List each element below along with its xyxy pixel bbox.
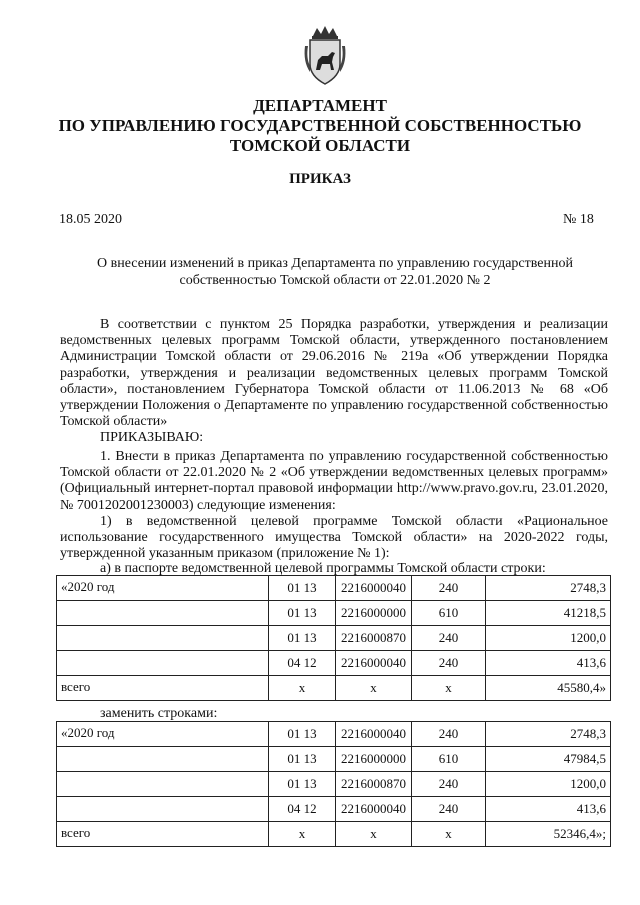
table-cell — [57, 747, 269, 772]
table-cell: 01 13 — [269, 576, 336, 601]
order-date: 18.05 2020 — [59, 212, 122, 227]
order-number: № 18 — [563, 212, 594, 227]
table-row — [57, 747, 611, 772]
table-cell: 2216000870 — [336, 772, 412, 797]
table-cell: 04 12 — [269, 797, 336, 822]
table-cell: 240 — [412, 722, 486, 747]
table-cell: 413,6 — [486, 651, 611, 676]
table-cell: х — [336, 676, 412, 701]
department-title-line1: ДЕПАРТАМЕНТ — [253, 96, 387, 115]
table-cell: 04 12 — [269, 651, 336, 676]
table-new-rows — [56, 721, 611, 847]
document-type: ПРИКАЗ — [289, 171, 351, 187]
table-cell: 2216000040 — [336, 651, 412, 676]
table-old-rows — [56, 575, 611, 701]
paragraph-order: ПРИКАЗЫВАЮ: — [100, 430, 204, 445]
table-cell: 2216000040 — [336, 722, 412, 747]
table-cell: 2216000040 — [336, 576, 412, 601]
table-cell: 610 — [412, 747, 486, 772]
table-cell: 47984,5 — [486, 747, 611, 772]
order-subject — [60, 255, 610, 289]
table-cell — [57, 797, 269, 822]
table-row — [57, 651, 611, 676]
table-cell: 240 — [412, 576, 486, 601]
paragraph-replace: заменить строками: — [100, 706, 218, 721]
table-cell: 2216000000 — [336, 747, 412, 772]
table-cell: 610 — [412, 601, 486, 626]
table-cell: 01 13 — [269, 747, 336, 772]
table-cell: х — [336, 822, 412, 847]
table-cell: 2216000000 — [336, 601, 412, 626]
table-cell: х — [269, 822, 336, 847]
table-cell: 1200,0 — [486, 772, 611, 797]
table-cell: 45580,4» — [486, 676, 611, 701]
table-cell — [57, 626, 269, 651]
subject-line2: собственностью Томской области от 22.01.2020 № 2 — [179, 273, 491, 288]
table-row — [57, 772, 611, 797]
table-cell: всего — [57, 676, 269, 701]
table-cell: 1200,0 — [486, 626, 611, 651]
table-cell: 240 — [412, 626, 486, 651]
table-row — [57, 601, 611, 626]
department-title-line2: ПО УПРАВЛЕНИЮ ГОСУДАРСТВЕННОЙ СОБСТВЕННОСТЬЮ — [58, 116, 582, 135]
table-cell: 2216000040 — [336, 797, 412, 822]
table-row — [57, 797, 611, 822]
coat-of-arms-icon — [302, 26, 348, 88]
table-row — [57, 822, 611, 847]
table-cell: х — [269, 676, 336, 701]
table-cell: всего — [57, 822, 269, 847]
table-cell: 01 13 — [269, 722, 336, 747]
table-cell: х — [412, 822, 486, 847]
table-row — [57, 576, 611, 601]
table-cell: 2748,3 — [486, 576, 611, 601]
table-row — [57, 676, 611, 701]
table-cell: х — [412, 676, 486, 701]
table-row — [57, 722, 611, 747]
table-cell: 01 13 — [269, 601, 336, 626]
table-cell: 240 — [412, 797, 486, 822]
table-cell: 2748,3 — [486, 722, 611, 747]
department-title-line3: ТОМСКОЙ ОБЛАСТИ — [229, 136, 411, 155]
table-cell — [57, 772, 269, 797]
table-row — [57, 626, 611, 651]
table-cell — [57, 601, 269, 626]
table-cell: 01 13 — [269, 626, 336, 651]
table-cell: 41218,5 — [486, 601, 611, 626]
table-cell: 240 — [412, 772, 486, 797]
table-cell — [57, 651, 269, 676]
paragraph-subitem-a: а) в паспорте ведомственной целевой программы Томской области строки: — [100, 561, 546, 576]
table-cell: 413,6 — [486, 797, 611, 822]
paragraph-basis: В соответствии с пунктом 25 Порядка разработки, утверждения и реализации ведомственных целевых программ Томской области, утвержденного постановлением Администрации Томской области от 29.06.2016 № 219а «Об утверждении Порядка разработки, утверждения и реализации ведомственных целевых программ Томской области», постановлением Губернатора Томской области от 11.06.2013 № 68 «Об утверждении Положения о Департаменте по управлению государственной собственностью Томской области» — [60, 317, 608, 430]
table-cell: «2020 год — [57, 576, 269, 601]
table-cell: 240 — [412, 651, 486, 676]
table-cell: 52346,4»; — [486, 822, 611, 847]
paragraph-item-1: 1. Внести в приказ Департамента по управлению государственной собственностью Томской области от 22.01.2020 № 2 «Об утверждении ведомственных целевых программ» (Официальный интернет-портал правовой информации http://www.pravo.gov.ru, 23.01.2020, № 7001202001230003) следующие изменения: — [60, 449, 608, 513]
table-cell: 01 13 — [269, 772, 336, 797]
subject-line1: О внесении изменений в приказ Департамента по управлению государственной — [97, 256, 573, 271]
table-cell: «2020 год — [57, 722, 269, 747]
table-cell: 2216000870 — [336, 626, 412, 651]
paragraph-subitem-1: 1) в ведомственной целевой программе Томской области «Рациональное использование государственного имущества Томской области» на 2020-2022 годы, утвержденной указанным приказом (приложение № 1): — [60, 514, 608, 562]
